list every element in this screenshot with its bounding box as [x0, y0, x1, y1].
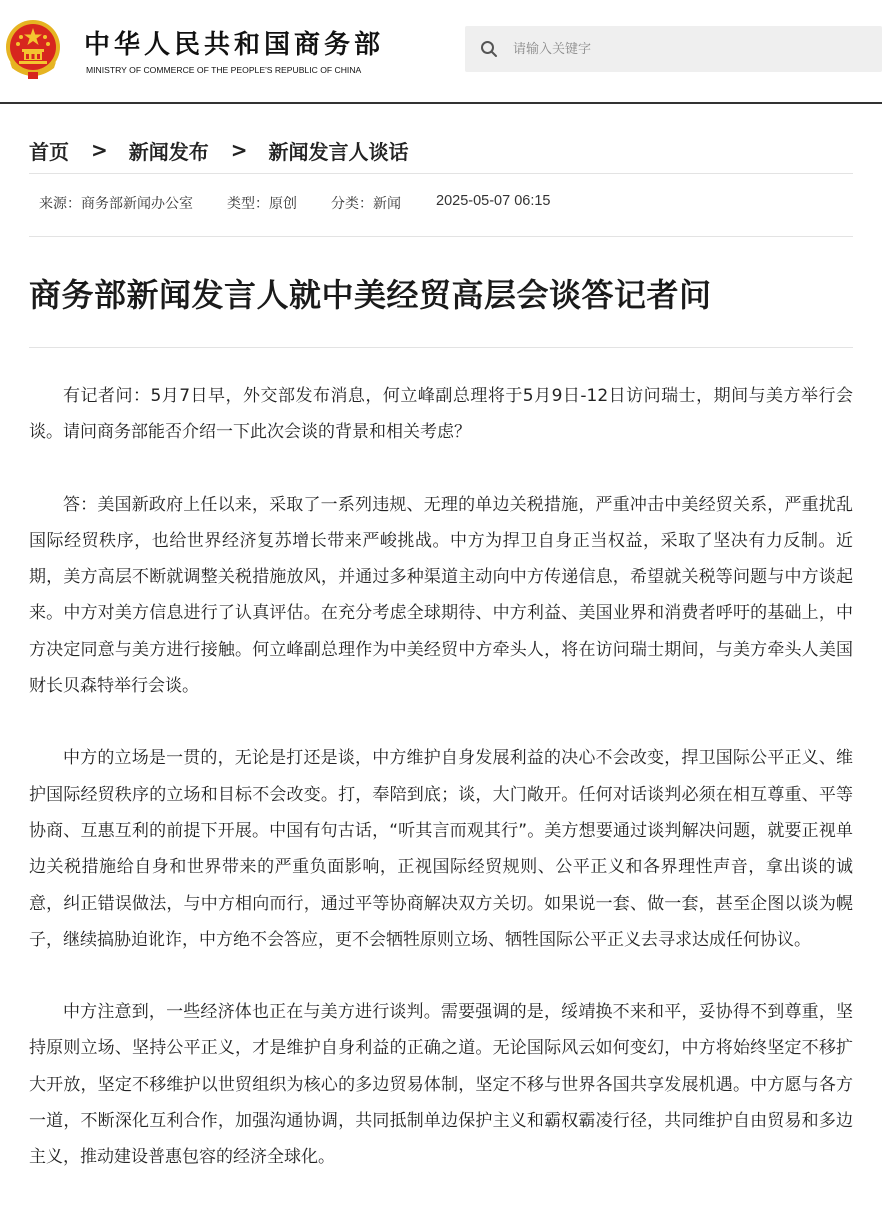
- article-datetime: 2025-05-07 06:15: [436, 193, 551, 209]
- breadcrumb-news-link[interactable]: 新闻发布: [128, 139, 209, 164]
- breadcrumb-separator: >: [91, 138, 108, 162]
- article-paragraph: 中方注意到，一些经济体也正在与美方进行谈判。需要强调的是，绥靖换不来和平，妥协得不到尊重，坚持原则立场、坚持公平正义，才是维护自身利益的正确之道。无论国际风云如何变幻，中方将始终坚定不移扩大开放，坚定不移维护以世贸组织为核心的多边贸易体制，坚定不移与世界各国共享发展机遇。中方愿与各方一道，不断深化互利合作，加强沟通协调，共同抵制单边保护主义和霸权霸凌行径，共同维护自由贸易和多边主义，推动建设普惠包容的经济全球化。: [29, 1002, 853, 1168]
- breadcrumb-spokesperson-link[interactable]: 新闻发言人谈话: [268, 139, 409, 164]
- divider: [29, 236, 853, 237]
- article-category: 分类：新闻: [331, 196, 401, 212]
- article-paragraph: 有记者问：5月7日早，外交部发布消息，何立峰副总理将于5月9日-12日访问瑞士，期间与美方举行会谈。请问商务部能否介绍一下此次会谈的背景和相关考虑？: [29, 386, 853, 443]
- article-paragraph: 答：美国新政府上任以来，采取了一系列违规、无理的单边关税措施，严重冲击中美经贸关系，严重扰乱国际经贸秩序，也给世界经济复苏增长带来严峻挑战。中方为捍卫自身正当权益，采取了坚决有力反制。近期，美方高层不断就调整关税措施放风，并通过多种渠道主动向中方传递信息，希望就关税等问题与中方谈起来。中方对美方信息进行了认真评估。在充分考虑全球期待、中方利益、美国业界和消费者呼吁的基础上，中方决定同意与美方进行接触。何立峰副总理作为中美经贸中方牵头人，将在访问瑞士期间，与美方牵头人美国财长贝森特举行会谈。: [29, 494, 853, 697]
- article-type: 类型：原创: [227, 196, 297, 212]
- article-title: 商务部新闻发言人就中美经贸高层会谈答记者问: [29, 276, 712, 314]
- article-source: 来源：商务部新闻办公室: [39, 196, 193, 212]
- article-body: [29, 378, 853, 1206]
- article-paragraph: 中方的立场是一贯的，无论是打还是谈，中方维护自身发展利益的决心不会改变，捍卫国际公平正义、维护国际经贸秩序的立场和目标不会改变。打，奉陪到底；谈，大门敞开。任何对话谈判必须在相互尊重、平等协商、互惠互利的前提下开展。中国有句古话，“听其言而观其行”。美方想要通过谈判解决问题，就要正视单边关税措施给自身和世界带来的严重负面影响，正视国际经贸规则、公平正义和各界理性声音，拿出谈的诚意，纠正错误做法，与中方相向而行，通过平等协商解决双方关切。如果说一套、做一套，甚至企图以谈为幌子，继续搞胁迫讹诈，中方绝不会答应，更不会牺牲原则立场、牺牲国际公平正义去寻求达成任何协议。: [29, 748, 853, 950]
- site-title-english: MINISTRY OF COMMERCE OF THE PEOPLE'S REPUBLIC OF CHINA: [86, 65, 362, 75]
- article-meta: [39, 193, 551, 213]
- divider: [29, 173, 853, 174]
- search-icon[interactable]: [480, 40, 498, 58]
- divider: [29, 347, 853, 348]
- breadcrumb: [29, 136, 409, 164]
- national-emblem-icon[interactable]: [4, 18, 62, 80]
- search-input[interactable]: [513, 26, 873, 72]
- site-header: [0, 0, 882, 104]
- breadcrumb-separator: >: [230, 138, 248, 162]
- search-box[interactable]: [465, 26, 882, 72]
- breadcrumb-home-link[interactable]: 首页: [29, 139, 69, 164]
- site-title[interactable]: 中华人民共和国商务部: [84, 30, 385, 60]
